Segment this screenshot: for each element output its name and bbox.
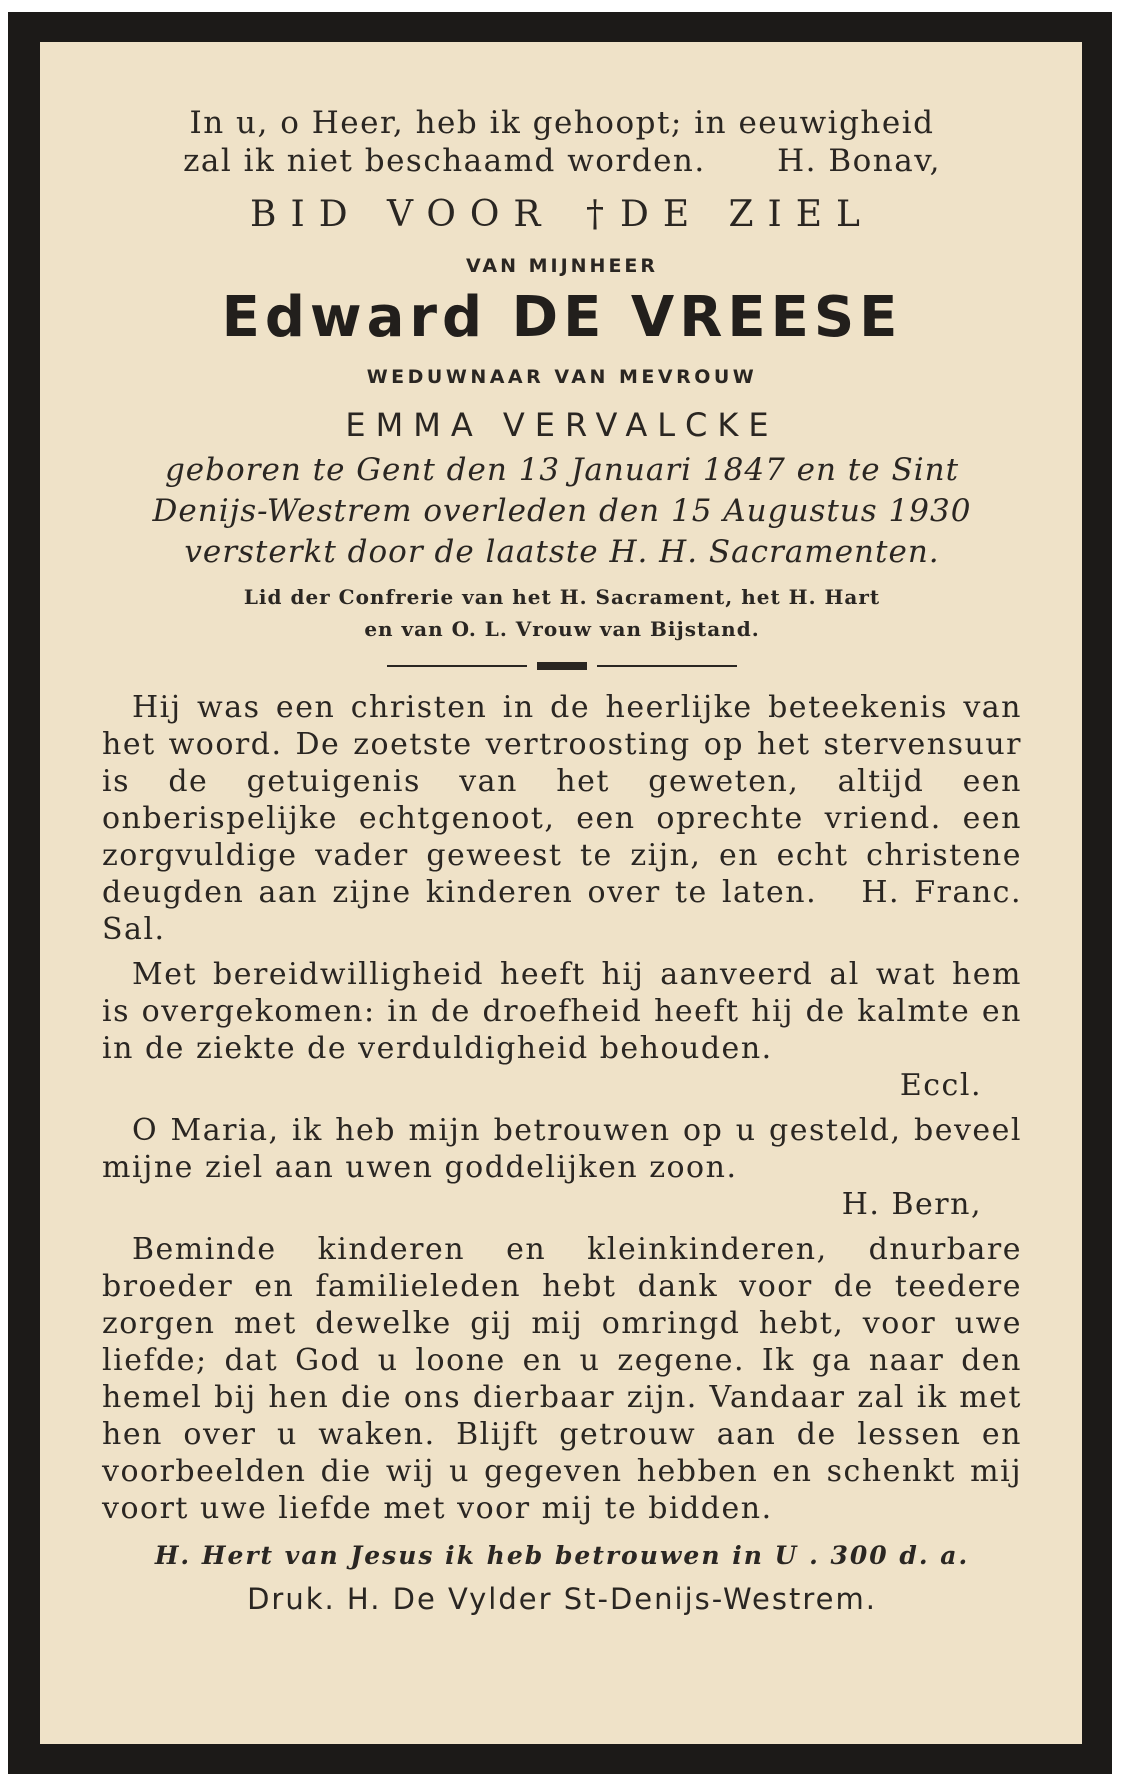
paragraph-1-source: H. Franc. Sal. [102, 875, 1022, 947]
card-paper [40, 42, 1082, 1744]
paragraph-4 [102, 1231, 1022, 1527]
paragraph-2 [102, 956, 1022, 1067]
lid-line-2: en van O. L. Vrouw van Bijstand. [364, 617, 760, 641]
indulgence-prayer: H. Hert van Jesus ik heb betrouwen in U . 300 d. a. [154, 1541, 970, 1570]
spacer [102, 1104, 1022, 1112]
wife-name: EMMA VERVALCKE [345, 406, 779, 444]
printer-credit: Druk. H. De Vylder St-Denijs-Westrem. [247, 1582, 877, 1616]
divider-line-left [387, 665, 527, 667]
born-line-3: versterkt door de laatste H. H. Sacramenten. [184, 534, 940, 570]
motto-line-1: In u, o Heer, heb ik gehoopt; in eeuwigheid [189, 105, 935, 141]
birth-death-details [102, 450, 1022, 573]
spacer [102, 948, 1022, 956]
paragraph-3-text: O Maria, ik heb mijn betrouwen op u gesteld, beveel mijne ziel aan uwen goddelijken zoon. [102, 1113, 1022, 1185]
paragraph-4-text: Beminde kinderen en kleinkinderen, dnurbare broeder en familieleden hebt dank voor de teedere zorgen met dewelke gij mij omringd hebt, voor uwe liefde; dat God u loone en u zegene. Ik ga naar den hemel bij hen die ons dierbaar zijn. Vandaar zal ik met hen over u waken. Blijft getrouw aan de lessen en voorbeelden die wij u gegeven hebben en schenkt mij voort uwe liefde met voor mij te bidden. [102, 1232, 1022, 1526]
lid-line-1: Lid der Confrerie van het H. Sacrament, het H. Hart [243, 585, 881, 609]
paragraph-2-text: Met bereidwilligheid heeft hij aanveerd al wat hem is overgekomen: in de droefheid heeft hij de kalmte en in de ziekte de verduldigheid behouden. [102, 957, 1022, 1066]
paragraph-3-source: H. Bern, [841, 1187, 982, 1222]
heading-bid-voor [102, 194, 1022, 235]
cross-icon: † [585, 194, 604, 235]
born-line-1: geboren te Gent den 13 Januari 1847 en te Sint [164, 452, 960, 488]
divider-ornament [537, 662, 587, 670]
paragraph-2-source: Eccl. [899, 1068, 982, 1103]
heading-bid-voor-text: BID VOOR [250, 194, 555, 235]
divider-line-right [597, 665, 737, 667]
paragraph-1-text: Hij was een christen in de heerlijke beteekenis van het woord. De zoetste vertroosting op het stervensuur is de getuigenis van het geweten, altijd een onberispelijke echtgenoot, een oprechte vriend. een zorgvuldige vader geweest te zijn, en echt christene deugden aan zijne kinderen over te laten. [102, 690, 1022, 910]
van-mijnheer: VAN MIJNHEER [465, 255, 659, 277]
ornamental-divider [387, 659, 737, 673]
deceased-name: Edward DE VREESE [221, 285, 903, 350]
motto-line-2: zal ik niet beschaamd worden. [183, 143, 706, 179]
motto [102, 104, 1022, 180]
confraternity [102, 581, 1022, 645]
born-line-2: Denijs-Westrem overleden den 15 Augustus 1930 [152, 493, 972, 529]
motto-source: H. Bonav, [777, 143, 941, 179]
paragraph-1 [102, 689, 1022, 948]
mourning-card-border [8, 12, 1112, 1774]
motto-line-2-row [102, 142, 1022, 180]
spacer [102, 1223, 1022, 1231]
heading-de-ziel-text: DE ZIEL [619, 194, 874, 235]
widow-label: WEDUWNAAR VAN MEVROUW [366, 366, 758, 388]
paragraph-3 [102, 1112, 1022, 1186]
